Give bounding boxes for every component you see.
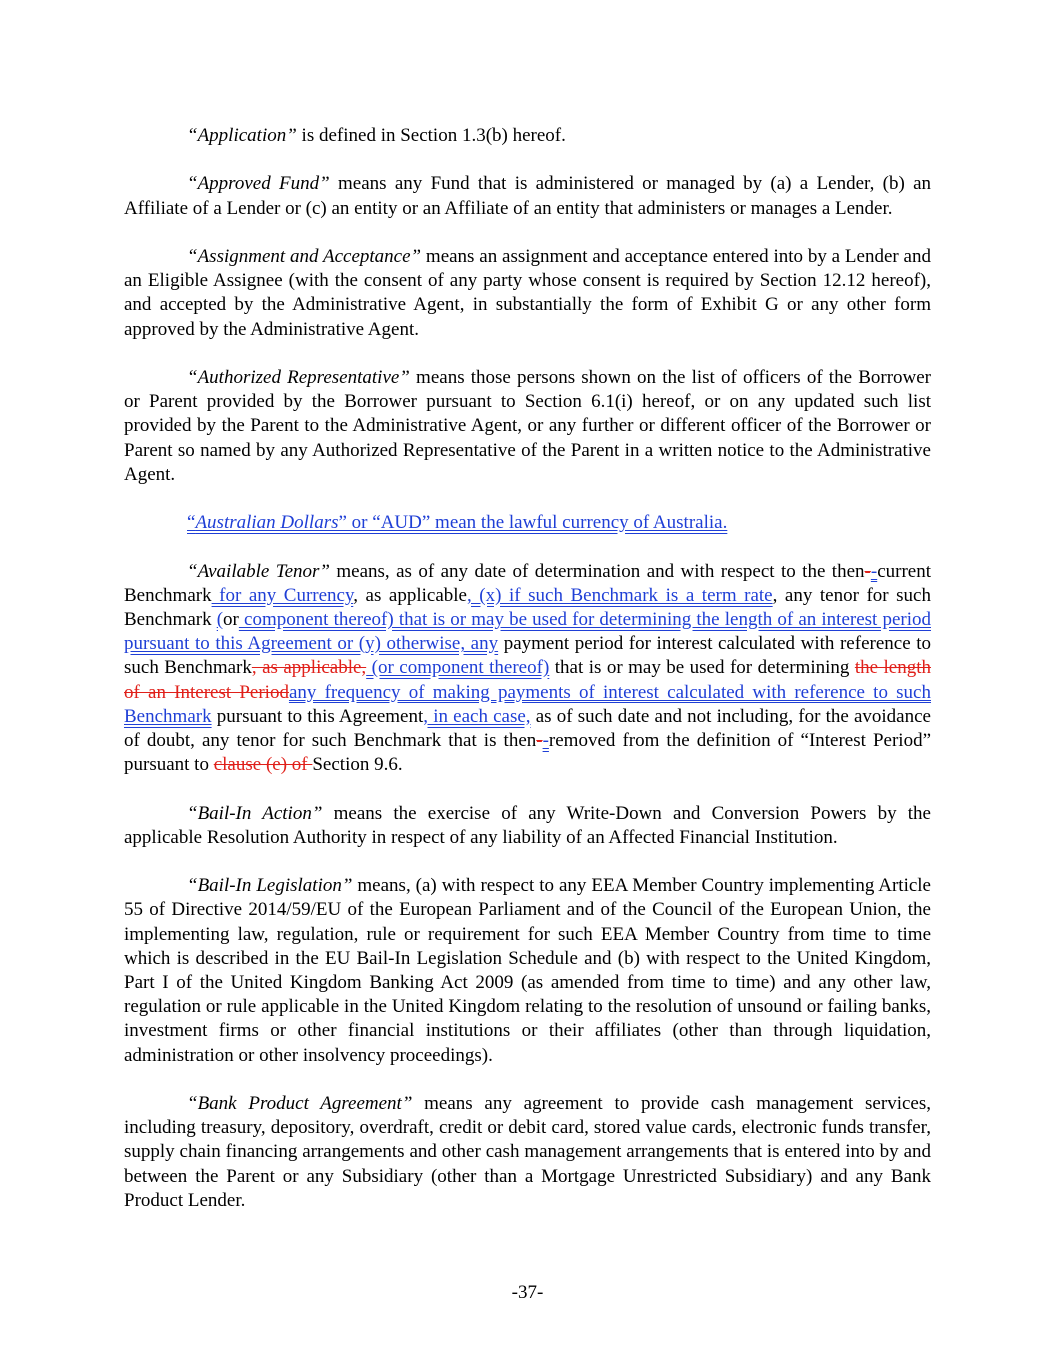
definition-text: current Benchmark <box>124 560 931 606</box>
definition-text: is defined in Section 1.3(b) hereof. <box>296 125 566 146</box>
defined-term: “Bail-In Legislation” <box>187 875 353 897</box>
deleted-text: clause (e) of <box>213 754 313 776</box>
deleted-text: - <box>864 560 871 582</box>
inserted-text: ( <box>216 608 224 630</box>
definition-text: , any tenor for such Benchmark <box>124 584 931 630</box>
deleted-text: the length of an Interest Period <box>124 657 932 703</box>
definition-text: means those persons shown on the list of officers of the Borrower or Parent provided by the Borrower pursuant to Section 6.1(i) hereof, or on any updated such list provided by the Parent to the Administrative Agent, or any further or different officer of the Borrower or Parent so named by any Authorized Representative of the Parent in a written notice to the Administrative Agent. <box>124 366 931 485</box>
definitions-section <box>124 124 931 1237</box>
deleted-text: , as applicable, <box>251 657 367 679</box>
definition-bail-in-action <box>124 802 931 850</box>
definition-text: means the exercise of any Write-Down and Conversion Powers by the applicable Resolution Authority in respect of any liability of an Affected Financial Institution. <box>124 802 931 848</box>
definition-approved-fund <box>124 172 931 220</box>
definition-text: means any agreement to provide cash management services, including treasury, depository, overdraft, credit or debit card, stored value cards, electronic funds transfer, supply chain financing arrangements and other cash management arrangements that is entered into by and between the Parent or any Subsidiary (other than a Mortgage Unrestricted Subsidiary) and any Bank Product Lender. <box>124 1093 931 1211</box>
definition-text: removed from the definition of “Interest Period” pursuant to <box>124 730 932 776</box>
defined-term: “Bail-In Action” <box>187 802 323 824</box>
definition-text: Section 9.6. <box>312 754 403 776</box>
definition-text: pursuant to this Agreement <box>211 705 424 727</box>
inserted-text: any frequency of making payments of interest calculated with reference to such Benchmark <box>124 681 931 727</box>
inserted-text: - <box>542 730 549 751</box>
defined-term: “Authorized Representative” <box>187 366 410 388</box>
inserted-text: , in each case, <box>423 705 531 727</box>
definition-bail-in-legislation <box>124 874 931 1068</box>
defined-term: “Available Tenor” <box>187 560 330 582</box>
inserted-text: , (x) if such Benchmark is a term rate <box>466 584 773 606</box>
definition-assignment-and-acceptance <box>124 245 931 342</box>
definition-text: payment period for interest calculated with reference to such Benchmark <box>124 633 931 679</box>
inserted-text: component thereof) that is or may be used for determining the length of an interest period pursuant to this Agreement or (y) otherwise, any <box>124 608 931 655</box>
defined-term: “Application” <box>187 125 297 146</box>
page-number: -37- <box>511 1282 544 1303</box>
definition-available-tenor <box>124 560 931 778</box>
definition-text: as of such date and not including, for the avoidance of doubt, any tenor for such Benchmark that is then <box>124 705 931 751</box>
inserted-text: Australian Dollars <box>195 512 339 534</box>
definition-application <box>124 124 931 148</box>
definition-text: means an assignment and acceptance entered into by a Lender and an Eligible Assignee (with the consent of any party whose consent is required by Section 12.12 hereof), and accepted by the Administrative Agent, in substantially the form of Exhibit G or any other form approved by the Administrative Agent. <box>124 245 931 340</box>
definition-text: means, as of any date of determination and with respect to the then <box>329 560 865 582</box>
inserted-text: “ <box>187 512 196 534</box>
definition-text: means any Fund that is administered or managed by (a) a Lender, (b) an Affiliate of a Lender or (c) an entity or an Affiliate of an entity that administers or manages a Lender. <box>124 173 931 219</box>
definition-text: or <box>223 608 239 630</box>
defined-term: “Approved Fund” <box>187 173 330 195</box>
definition-text: means, (a) with respect to any EEA Member Country implementing Article 55 of Directive 2014/59/EU of the European Parliament and of the Council of the European Union, the implementing law, regulation, rule or requirement for such EEA Member Country from time to time which is described in the EU Bail-In Legislation Schedule and (b) with respect to the United Kingdom, Part I of the United Kingdom Banking Act 2009 (as amended from time to time) and any other law, regulation or rule applicable in the United Kingdom relating to the resolution of unsound or failing banks, investment firms or other financial institutions or their affiliates (other than through liquidation, administration or other insolvency proceedings). <box>124 875 931 1066</box>
deleted-text: - <box>536 730 543 751</box>
defined-term: “Assignment and Acceptance” <box>187 245 422 267</box>
definition-australian-dollars <box>124 511 931 535</box>
inserted-text: ” or “AUD” mean the lawful currency of Australia. <box>338 512 728 534</box>
inserted-text: (or component thereof) <box>366 657 550 679</box>
definition-bank-product-agreement <box>124 1092 931 1213</box>
definition-text: that is or may be used for determining <box>549 657 855 679</box>
inserted-text: for any Currency <box>211 584 354 606</box>
inserted-text: - <box>870 560 878 582</box>
definition-authorized-representative <box>124 366 931 487</box>
definition-text: , as applicable <box>353 584 467 606</box>
defined-term: “Bank Product Agreement” <box>187 1093 413 1114</box>
